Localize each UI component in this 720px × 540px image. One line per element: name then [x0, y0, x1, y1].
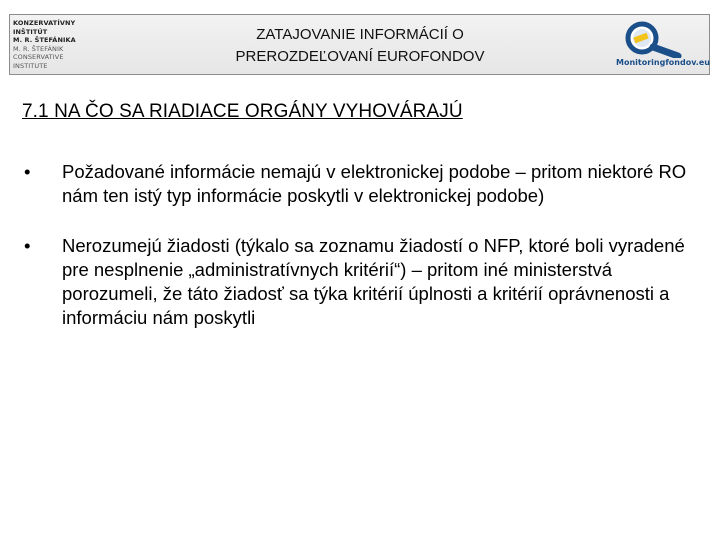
- monitoring-logo-text: Monitoringfondov.eu: [616, 58, 710, 67]
- header-title-line2: PREROZDEĽOVANÍ EUROFONDOV: [235, 48, 485, 65]
- monitoring-logo: [616, 18, 710, 72]
- bullet-text: Nerozumejú žiadosti (týkalo sa zoznamu žiadostí o NFP, ktoré boli vyradené pre nesplnenie „administratívnych kritérií“) – pritom iné ministerstvá porozumeli, že táto žiadosť sa týka kritérií úplnosti a kritérií oprávnenosti a informáciu nám poskytli: [62, 235, 685, 328]
- magnifier-icon: [620, 20, 696, 58]
- institute-logo-line: INSTITUTE: [13, 61, 48, 70]
- institute-logo: [13, 19, 83, 73]
- institute-logo-line: INŠTITÚT: [13, 27, 48, 36]
- institute-logo-line: KONZERVATÍVNY: [13, 19, 76, 27]
- bullet-item: [24, 234, 704, 330]
- section-heading: 7.1 NA ČO SA RIADIACE ORGÁNY VYHOVÁRAJÚ: [22, 101, 463, 122]
- header-title-line1: ZATAJOVANIE INFORMÁCIÍ O: [256, 26, 464, 43]
- bullet-list: [24, 160, 704, 356]
- bullet-marker: •: [24, 235, 31, 256]
- bullet-marker: •: [24, 161, 31, 182]
- bullet-text: Požadované informácie nemajú v elektronickej podobe – pritom niektoré RO nám ten istý typ informácie poskytli v elektronickej podobe): [62, 161, 687, 206]
- header-title: [180, 24, 540, 68]
- institute-logo-line: M. R. ŠTEFÁNIK: [13, 44, 64, 53]
- bullet-item: [24, 160, 704, 208]
- institute-logo-line: M. R. ŠTEFÁNIKA: [13, 36, 76, 44]
- institute-logo-line: CONSERVATIVE: [13, 53, 64, 61]
